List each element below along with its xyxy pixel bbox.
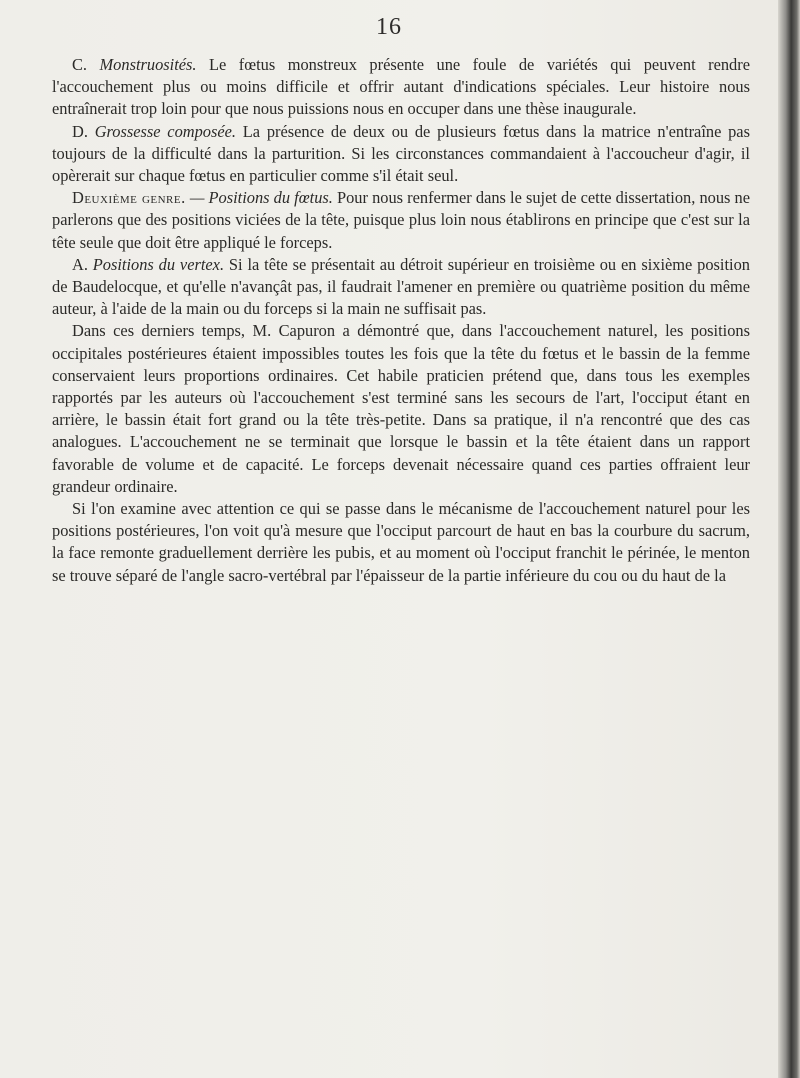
section-label-d: D. — [72, 121, 88, 141]
paragraph-mecanisme — [52, 498, 750, 587]
paragraph-grossesse-composee — [52, 121, 750, 188]
section-label-c: C. — [72, 55, 88, 74]
paragraph-text: Si l'on examine avec attention ce qui se passe dans le mécanisme de l'accouchement naturel pour les positions postérieures, l'on voit qu'à mesure que l'occiput parcourt de haut en bas la courbure du sacrum, la face remonte graduellement derrière les pubis, et au moment où l'occiput franchit le périnée, le menton se trouve séparé de l'angle sacro-vertébral par l'épaisseur de la partie inférieure du cou ou du haut de la — [52, 499, 750, 585]
paragraph-positions-vertex — [52, 254, 750, 321]
page-text-body — [52, 54, 750, 587]
paragraph-capuron — [52, 320, 750, 498]
book-binding-edge — [778, 0, 800, 1078]
page-number: 16 — [376, 14, 402, 40]
section-title-grossesse-composee: Grossesse composée. — [94, 121, 237, 141]
section-title-monstruosites: Monstruosités. — [99, 55, 197, 74]
paragraph-text: Pour nous renfermer dans le sujet de cette dissertation, nous ne parlerons que des positions viciées de la tête, puisque plus loin nous établirons en principe que c'est sur la tête seule que doit être appliqué le forceps. — [52, 188, 750, 252]
section-label-a: A. — [72, 254, 88, 274]
paragraph-text: La présence de deux ou de plusieurs fœtus dans la matrice n'entraîne pas toujours de la difficulté dans la parturition. Si les circonstances commandaient à l'accoucheur d'agir, il opèrerait sur chaque fœtus en particulier comme s'il était seul. — [52, 121, 750, 186]
section-title-positions-vertex: Positions du vertex. — [92, 254, 225, 274]
paragraph-text: Le fœtus monstreux présente une foule de variétés qui peuvent rendre l'accouchement plus ou moins difficile et offrir autant d'indications spéciales. Leur histoire nous entraînerait trop loin pour que nous puissions nous en occuper dans une thèse inaugurale. — [52, 55, 750, 119]
paragraph-deuxieme-genre — [52, 187, 750, 254]
paragraph-text: Si la tête se présentait au détroit supérieur en troisième ou en sixième position de Baudelocque, et qu'elle n'avançât pas, il faudrait l'amener en première ou quatrième position du même auteur, à l'aide de la main ou du forceps si la main ne suffisait pas. — [52, 254, 750, 319]
paragraph-text: Dans ces derniers temps, M. Capuron a démontré que, dans l'accouchement naturel, les positions occipitales postérieures étaient impossibles toutes les fois que la tête du fœtus et le bassin de la femme conservaient leurs proportions ordinaires. Cet habile praticien prétend que, dans tous les exemples rapportés par les auteurs où l'accouchement s'est terminé sans les secours de l'art, l'occiput étant en arrière, le bassin était fort grand ou la tête très-petite. Dans sa pratique, il n'a rencontré que des cas analogues. L'accouchement ne se terminait que lorsque le bassin et la tête étaient dans un rapport favorable de volume et de capacité. Le forceps devenait nécessaire quand ces parties offraient leur grandeur ordinaire. — [52, 321, 750, 496]
genre-heading-title: — Positions du fœtus. — [189, 188, 333, 208]
paragraph-monstruosites — [52, 54, 750, 121]
genre-heading-label: Deuxième genre. — [72, 188, 186, 208]
